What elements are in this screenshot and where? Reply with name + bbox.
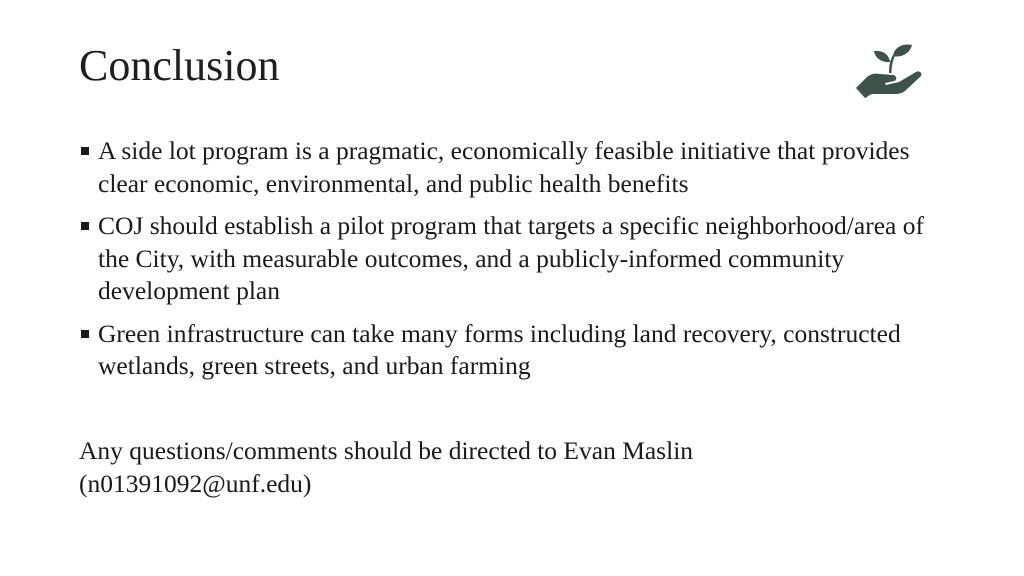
hand-with-seedling-icon [852,40,930,98]
bullet-item [79,135,929,200]
bullet-item [79,318,929,383]
bullet-square-icon [81,147,89,155]
bullet-text: Green infrastructure can take many forms including land recovery, constructed wetlands, green streets, and urban farming [98,318,901,380]
bullet-item [79,210,937,308]
contact-email: (n01391092@unf.edu) [79,468,312,498]
bullet-text: A side lot program is a pragmatic, economically feasible initiative that provides clear economic, environmental, and public health benefits [98,136,910,198]
contact-note [79,435,929,500]
bullet-square-icon [81,330,89,338]
bullet-square-icon [81,222,89,230]
bullet-text: COJ should establish a pilot program that targets a specific neighborhood/area of the City, with measurable outcomes, and a publicly-informed community development plan [98,211,937,305]
slide-title: Conclusion [79,41,280,90]
bullet-list [79,135,937,393]
contact-line: Any questions/comments should be directed to Evan Maslin [79,436,694,465]
